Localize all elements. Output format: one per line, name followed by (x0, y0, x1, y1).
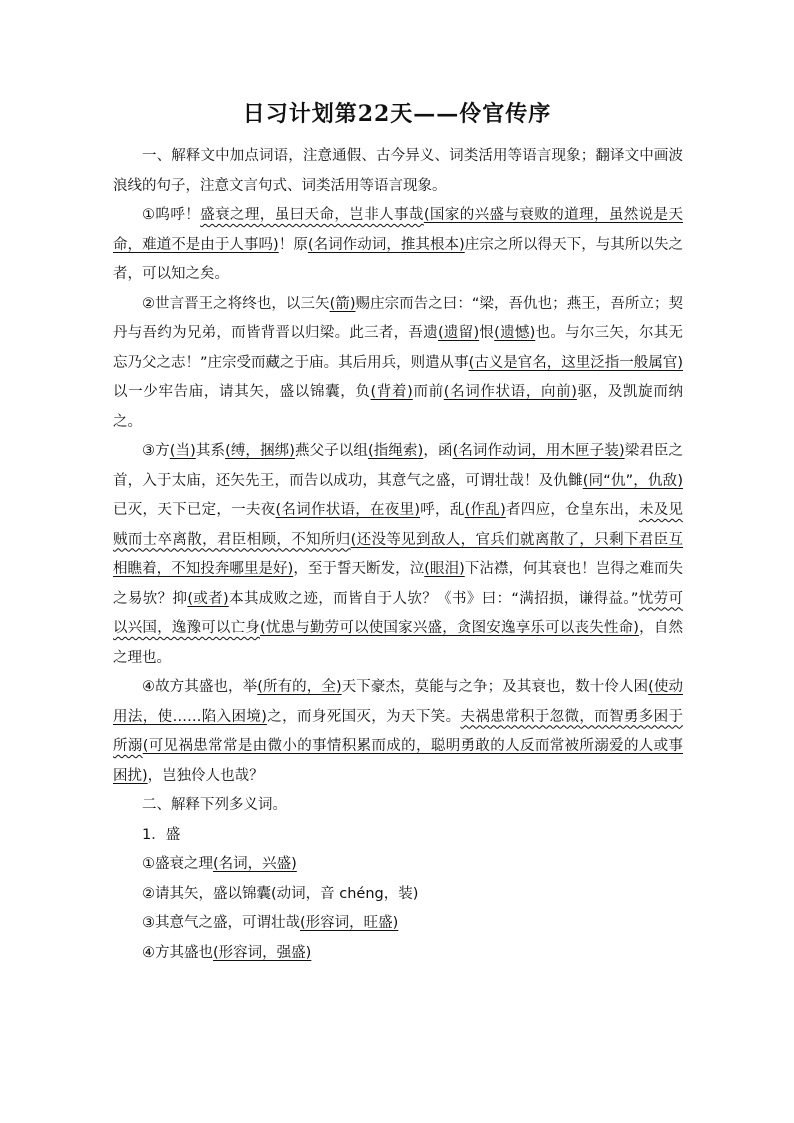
text-segment: 也。与尔三矢，尔其无忘乃父之志！”庄宗受而藏之于庙。其后用兵，则遣从事 (113, 325, 684, 371)
annotation: (名词作动词，用木匣子装) (452, 443, 625, 459)
annotation: (忧患与勤劳可以使国家兴盛，贪图安逸享乐可以丧失性命) (259, 620, 639, 636)
paragraph-1 (113, 201, 683, 290)
text-segment: 之，而身死国灭，为天下笑。 (266, 708, 461, 725)
meaning-item-3 (113, 909, 683, 939)
annotation: (形容词，强盛) (213, 944, 312, 961)
translated-sentence: 夫祸患常积于忽微，而智勇多困于所溺 (113, 708, 684, 754)
annotation: (或者) (187, 590, 229, 607)
paragraph-2 (113, 290, 683, 438)
text-segment: 恨 (479, 325, 495, 341)
text-segment: 者四应，仓皇东出， (505, 502, 639, 518)
meaning-item-1 (113, 850, 683, 880)
text-segment: ④方其盛也 (142, 944, 213, 961)
annotation: (名词作动词，推其根本) (307, 236, 465, 253)
annotation: (名词作状语，在夜里) (275, 502, 421, 518)
paragraph-4 (113, 673, 683, 791)
text-segment: ，岂独伶人也哉？ (147, 767, 264, 784)
annotation: (箭) (329, 295, 356, 312)
text-segment: ④故方其盛也，举 (142, 679, 258, 695)
translated-sentence: 忧劳可以兴国，逸豫可以亡身 (113, 590, 684, 636)
word-heading: 1．盛 (142, 826, 181, 843)
text-segment: 其系 (195, 443, 226, 459)
annotation: (指绳索) (368, 443, 424, 459)
document-body (113, 142, 683, 968)
meaning-item-4 (113, 939, 683, 969)
page-title: 日习计划第22天——伶官传序 (242, 101, 552, 127)
annotation: (名词作状语，向前) (443, 384, 577, 400)
text-segment: 燕父子以组 (294, 443, 369, 459)
annotation: (所有的，全) (257, 679, 342, 695)
text-segment: 以一少牢告庙，请其矢，盛以锦囊，负 (113, 384, 371, 400)
instruction-2: 二、解释下列多义词。 (142, 797, 287, 813)
annotation: (作乱) (464, 502, 506, 518)
annotation: (同“仇”，仇敌) (582, 472, 684, 489)
text-segment: 赐庄宗而告之曰：“梁，吾仇也；燕王，吾所立；契丹与吾约为兄弟，而皆背晋以归梁。此三者，吾遗 (113, 295, 683, 341)
text-segment: 而前 (412, 384, 444, 400)
text-segment: 庄宗之所以得天下，与其所以失之者，可以知之矣。 (113, 236, 684, 282)
annotation: (遗憾) (494, 325, 536, 341)
text-segment: ，函 (423, 443, 453, 459)
text-segment: ①呜呼！ (142, 207, 201, 223)
annotation: (当) (169, 443, 196, 459)
annotation: (可见祸患常常是由微小的事情积累而成的，聪明勇敢的人反而常被所溺爱的人或事困扰) (113, 738, 683, 784)
translated-sentence: 未及见贼而士卒离散，君臣相顾，不知所归 (113, 502, 684, 548)
text-segment: 梁君臣之首，入于太庙，还矢先王，而告以成功，其意气之盛，可谓壮哉！及仇雠 (113, 443, 684, 489)
text-segment: 已灭，天下已定，一夫夜 (113, 502, 276, 518)
annotation: (背着) (370, 384, 413, 400)
text-segment: ③方 (142, 443, 170, 459)
annotation: (使动用法，使……陷入困境) (113, 679, 683, 725)
text-segment: 天下豪杰，莫能与之争；及其衰也，数十伶人困 (341, 679, 649, 695)
text-segment: 本其成败之迹，而皆自于人欤？《书》曰：“满招损，谦得益。” (228, 590, 639, 607)
text-segment: ！原 (278, 236, 308, 253)
paragraph-3 (113, 437, 683, 673)
annotation: (国家的兴盛与衰败的道理，虽然说是天命，难道不是由于人事吗) (113, 207, 684, 253)
translated-sentence: 盛衰之理，虽曰天命，岂非人事哉 (200, 207, 424, 223)
annotation: (缚，捆绑) (225, 443, 295, 459)
text-segment: ②世言晋王之将终也，以三矢 (142, 295, 330, 312)
annotation: (古义是官名，这里泛指一般属官) (468, 354, 683, 371)
text-segment: ②请其矢，盛以锦囊(动词，音 chéng，装) (142, 885, 419, 902)
meaning-item-2 (113, 880, 683, 910)
annotation: (还没等见到敌人，官兵们就离散了，只剩下君臣互相瞧着，不知投奔哪里是好) (113, 531, 684, 577)
annotation: (遗留) (437, 325, 480, 341)
annotation: (形容词，旺盛) (300, 915, 399, 931)
text-segment: ③其意气之盛，可谓壮哉 (142, 915, 300, 931)
text-segment: ，至于誓天断发，泣 (293, 561, 425, 577)
text-segment: ①盛衰之理 (142, 856, 213, 872)
text-segment: 驱，及凯旋而纳之。 (113, 384, 683, 430)
instruction-1: 一、解释文中加点词语，注意通假、古今异义、词类活用等语言现象；翻译文中画波浪线的句子，注意文言句式、词类活用等语言现象。 (113, 148, 683, 194)
annotation: (名词，兴盛) (213, 856, 297, 872)
text-segment: ，自然之理也。 (113, 620, 684, 666)
text-segment: 下沾襟，何其衰也！岂得之难而失之易欤？抑 (113, 561, 684, 607)
annotation: (眼泪) (424, 561, 465, 577)
text-segment: 呼，乱 (420, 502, 465, 518)
